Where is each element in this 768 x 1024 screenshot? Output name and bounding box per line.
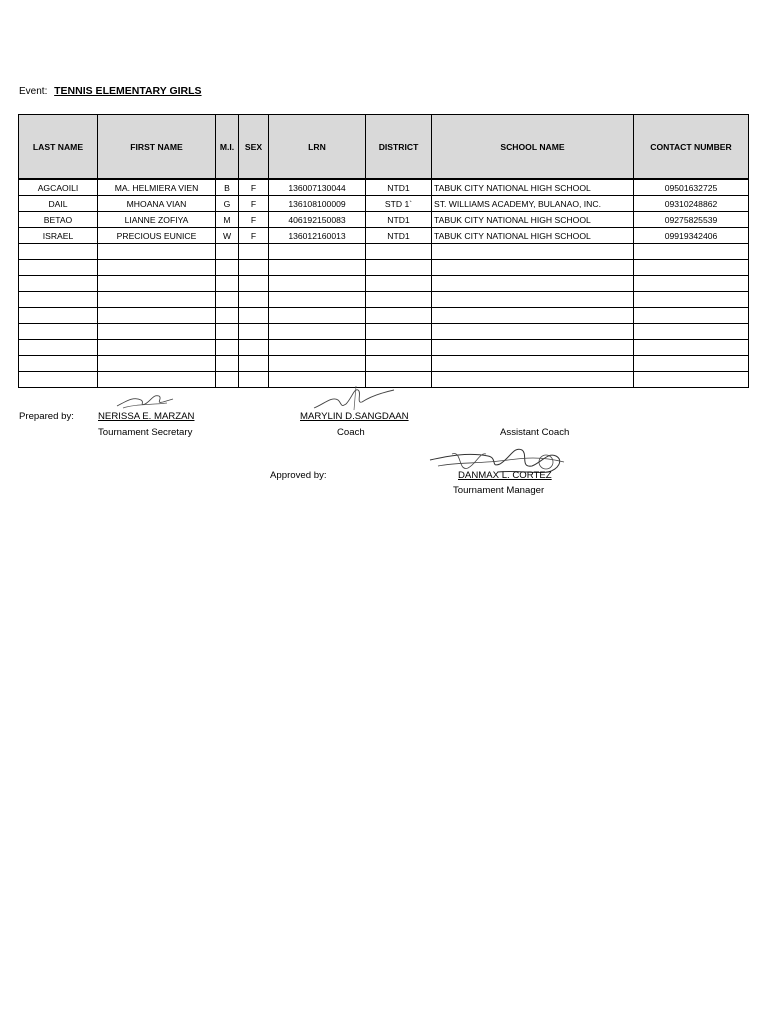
first-name-cell	[98, 356, 216, 372]
district-cell: NTD1	[366, 228, 432, 244]
district-cell	[366, 292, 432, 308]
school-name-cell	[432, 244, 634, 260]
first-name-cell	[98, 276, 216, 292]
last-name-cell	[19, 356, 98, 372]
first-name-cell	[98, 372, 216, 388]
coach-title: Coach	[337, 427, 365, 438]
school-name-cell: ST. WILLIAMS ACADEMY, BULANAO, INC.	[432, 196, 634, 212]
sex-cell	[239, 324, 269, 340]
table-row	[19, 260, 749, 276]
lrn-cell	[269, 308, 366, 324]
last-name-cell: BETAO	[19, 212, 98, 228]
contact-number-cell	[634, 372, 749, 388]
first-name-cell: PRECIOUS EUNICE	[98, 228, 216, 244]
first-name-cell	[98, 244, 216, 260]
approved-by-label: Approved by:	[270, 470, 327, 481]
sex-cell: F	[239, 179, 269, 196]
contact-number-cell: 09501632725	[634, 179, 749, 196]
first-name-cell: LIANNE ZOFIYA	[98, 212, 216, 228]
mi-cell	[216, 244, 239, 260]
mi-cell	[216, 292, 239, 308]
contact-number-cell: 09919342406	[634, 228, 749, 244]
lrn-cell: 136108100009	[269, 196, 366, 212]
table-row	[19, 324, 749, 340]
last-name-cell	[19, 244, 98, 260]
contact-number-cell	[634, 324, 749, 340]
district-cell	[366, 244, 432, 260]
last-name-cell: ISRAEL	[19, 228, 98, 244]
prepared-by-label: Prepared by:	[19, 411, 74, 422]
school-name-cell	[432, 292, 634, 308]
mi-cell	[216, 372, 239, 388]
assistant-coach-title: Assistant Coach	[500, 427, 570, 438]
event-line	[19, 85, 202, 97]
table-row	[19, 212, 749, 228]
school-name-cell	[432, 372, 634, 388]
table-row	[19, 228, 749, 244]
contact-number-cell: 09275825539	[634, 212, 749, 228]
first-name-cell	[98, 324, 216, 340]
table-row	[19, 292, 749, 308]
school-name-cell	[432, 308, 634, 324]
school-name-cell	[432, 340, 634, 356]
sex-cell	[239, 308, 269, 324]
contact-number-cell	[634, 244, 749, 260]
last-name-cell	[19, 260, 98, 276]
contact-number-cell	[634, 276, 749, 292]
table-row	[19, 340, 749, 356]
header-district: DISTRICT	[366, 115, 432, 180]
last-name-cell	[19, 340, 98, 356]
last-name-cell	[19, 308, 98, 324]
sex-cell: F	[239, 228, 269, 244]
lrn-cell	[269, 340, 366, 356]
header-row	[19, 115, 749, 180]
last-name-cell	[19, 324, 98, 340]
mi-cell: B	[216, 179, 239, 196]
header-school-name: SCHOOL NAME	[432, 115, 634, 180]
mi-cell: G	[216, 196, 239, 212]
first-name-cell	[98, 292, 216, 308]
school-name-cell: TABUK CITY NATIONAL HIGH SCHOOL	[432, 212, 634, 228]
event-name: TENNIS ELEMENTARY GIRLS	[54, 85, 202, 97]
sex-cell: F	[239, 212, 269, 228]
sex-cell	[239, 276, 269, 292]
mi-cell: M	[216, 212, 239, 228]
contact-number-cell	[634, 340, 749, 356]
contact-number-cell	[634, 356, 749, 372]
first-name-cell: MHOANA VIAN	[98, 196, 216, 212]
contact-number-cell	[634, 292, 749, 308]
last-name-cell: AGCAOILI	[19, 179, 98, 196]
header-first-name: FIRST NAME	[98, 115, 216, 180]
table-row	[19, 196, 749, 212]
school-name-cell	[432, 276, 634, 292]
secretary-name: NERISSA E. MARZAN	[98, 411, 195, 422]
district-cell: NTD1	[366, 212, 432, 228]
school-name-cell: TABUK CITY NATIONAL HIGH SCHOOL	[432, 179, 634, 196]
roster-table	[18, 114, 749, 388]
first-name-cell	[98, 308, 216, 324]
table-row	[19, 179, 749, 196]
first-name-cell	[98, 340, 216, 356]
last-name-cell: DAIL	[19, 196, 98, 212]
lrn-cell	[269, 324, 366, 340]
sex-cell	[239, 292, 269, 308]
mi-cell	[216, 356, 239, 372]
mi-cell	[216, 340, 239, 356]
header-lrn: LRN	[269, 115, 366, 180]
school-name-cell	[432, 356, 634, 372]
header-last-name: LAST NAME	[19, 115, 98, 180]
lrn-cell	[269, 356, 366, 372]
contact-number-cell	[634, 308, 749, 324]
sex-cell	[239, 356, 269, 372]
secretary-title: Tournament Secretary	[98, 427, 193, 438]
school-name-cell	[432, 260, 634, 276]
district-cell: NTD1	[366, 179, 432, 196]
last-name-cell	[19, 292, 98, 308]
header-contact-number: CONTACT NUMBER	[634, 115, 749, 180]
lrn-cell	[269, 276, 366, 292]
district-cell	[366, 260, 432, 276]
contact-number-cell	[634, 260, 749, 276]
secretary-signature	[115, 390, 175, 410]
district-cell	[366, 276, 432, 292]
sex-cell	[239, 244, 269, 260]
mi-cell: W	[216, 228, 239, 244]
sex-cell: F	[239, 196, 269, 212]
roster-body	[19, 179, 749, 388]
school-name-cell	[432, 324, 634, 340]
contact-number-cell: 09310248862	[634, 196, 749, 212]
mi-cell	[216, 324, 239, 340]
manager-name: DANMAX L. CORTEZ	[458, 470, 552, 481]
first-name-cell	[98, 260, 216, 276]
last-name-cell	[19, 276, 98, 292]
school-name-cell: TABUK CITY NATIONAL HIGH SCHOOL	[432, 228, 634, 244]
mi-cell	[216, 308, 239, 324]
district-cell	[366, 340, 432, 356]
lrn-cell: 136012160013	[269, 228, 366, 244]
coach-name: MARYLIN D.SANGDAAN	[300, 411, 409, 422]
manager-title: Tournament Manager	[453, 485, 545, 496]
district-cell	[366, 356, 432, 372]
first-name-cell: MA. HELMIERA VIEN	[98, 179, 216, 196]
lrn-cell	[269, 260, 366, 276]
mi-cell	[216, 260, 239, 276]
last-name-cell	[19, 372, 98, 388]
sex-cell	[239, 260, 269, 276]
sex-cell	[239, 340, 269, 356]
lrn-cell: 136007130044	[269, 179, 366, 196]
table-row	[19, 276, 749, 292]
table-row	[19, 356, 749, 372]
district-cell: STD 1`	[366, 196, 432, 212]
coach-signature	[310, 386, 400, 412]
lrn-cell	[269, 292, 366, 308]
header-sex: SEX	[239, 115, 269, 180]
lrn-cell: 406192150083	[269, 212, 366, 228]
header-mi: M.I.	[216, 115, 239, 180]
mi-cell	[216, 276, 239, 292]
sex-cell	[239, 372, 269, 388]
district-cell	[366, 308, 432, 324]
event-label: Event:	[19, 86, 48, 97]
district-cell	[366, 324, 432, 340]
lrn-cell	[269, 244, 366, 260]
table-row	[19, 308, 749, 324]
table-row	[19, 244, 749, 260]
